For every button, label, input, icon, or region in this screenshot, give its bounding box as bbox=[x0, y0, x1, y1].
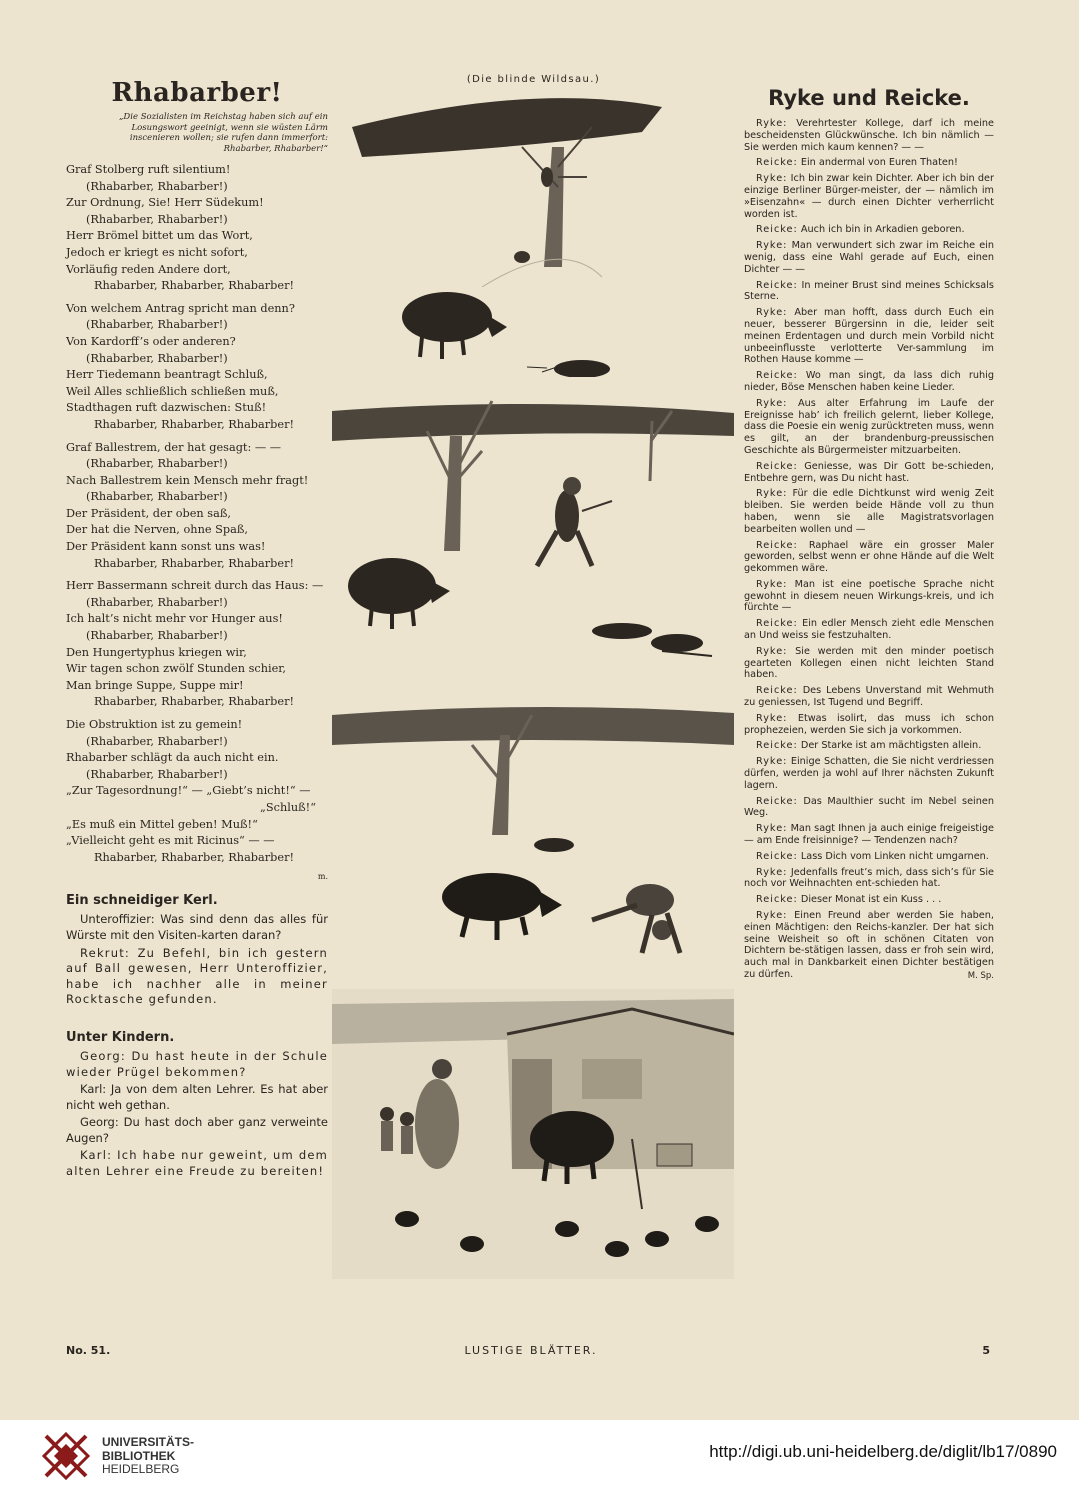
dialogue-text: Man verwundert sich zwar im Reiche ein wenig, dass eine Wahl gerade auf Euch, einen Dichter — — bbox=[744, 240, 994, 275]
speaker-name: Ryke: bbox=[756, 866, 788, 878]
dialogue-line bbox=[744, 307, 994, 366]
poem-line: Weil Alles schließlich schließen muß, bbox=[66, 384, 279, 398]
dialogue-text: Ein andermal von Euren Thaten! bbox=[800, 157, 958, 169]
cartoon-panel-3 bbox=[332, 685, 734, 985]
poem-line: Graf Stolberg ruft silentium! bbox=[66, 163, 231, 176]
story2-paragraph: Georg: Du hast doch aber ganz verweinte Augen? bbox=[66, 1115, 328, 1145]
poem-line: Ich halt’s nicht mehr vor Hunger aus! bbox=[66, 612, 283, 626]
speaker-name: Reicke: bbox=[756, 370, 798, 382]
speaker-name: Ryke: bbox=[756, 307, 788, 319]
poem-epigraph: „Die Sozialisten im Reichstag haben sich auf ein Losungswort geeinigt, wenn sie wüsten Lärm inscenieren wollen; sie rufen dann immerfort: Rhabarber, Rhabarber!“ bbox=[119, 112, 328, 154]
dialogue-text: Jedenfalls freut’s mich, dass sich’s für Sie noch vor Weihnachten ent-schieden hat. bbox=[744, 866, 994, 890]
poem-line: „Schluß!“ bbox=[260, 800, 316, 814]
poem-body bbox=[66, 162, 328, 866]
poem-line: Rhabarber, Rhabarber, Rhabarber! bbox=[94, 556, 295, 570]
poem-line: Herr Brömel bittet um das Wort, bbox=[66, 229, 253, 243]
poem-line: Vorläufig reden Andere dort, bbox=[66, 262, 231, 276]
university-seal-icon bbox=[40, 1430, 92, 1482]
speaker-name: Reicke: bbox=[756, 224, 798, 236]
poem-line: Man bringe Suppe, Suppe mir! bbox=[66, 678, 244, 692]
dialogue-text: Aus alter Erfahrung im Laufe der Ereignisse hab’ ich freilich gelernt, lieber Kollege, dass die Poesie ein wenig zurücktreten muss, wenn es gilt, an der brandenburg-preussischen Geschichte als Bürgermeister mitzuarbeiten. bbox=[744, 397, 994, 456]
dialogue-line bbox=[744, 867, 994, 891]
dialogue-signature: M. Sp. bbox=[967, 970, 994, 981]
poem-line: Nach Ballestrem kein Mensch mehr fragt! bbox=[66, 473, 309, 487]
poem-title: Rhabarber! bbox=[111, 78, 283, 108]
poem-line: Der hat die Nerven, ohne Spaß, bbox=[66, 523, 248, 537]
dialogue-line bbox=[744, 713, 994, 737]
story1-paragraph: Rekrut: Zu Befehl, bin ich gestern auf Ball gewesen, Herr Unteroffizier, habe ich nachher alle in meiner Rocktasche gefunden. bbox=[66, 945, 328, 1007]
dialogue-text: Das Maulthier sucht im Nebel seinen Weg. bbox=[744, 795, 994, 819]
dialogue-line bbox=[744, 224, 994, 236]
dialogue-line bbox=[744, 579, 994, 614]
dialogue-title: Ryke und Reicke. bbox=[768, 86, 970, 110]
library-bar bbox=[0, 1420, 1079, 1495]
speaker-name: Reicke: bbox=[756, 894, 798, 906]
dialogue-text: Sie werden mit den minder poetisch gearteten Kollegen einen nicht leichten Stand haben. bbox=[744, 645, 994, 681]
right-column bbox=[744, 60, 994, 981]
speaker-name: Ryke: bbox=[756, 488, 788, 500]
poem-line: Rhabarber, Rhabarber, Rhabarber! bbox=[94, 850, 295, 864]
poem-stanza bbox=[66, 717, 328, 866]
dialogue-text: Man sagt Ihnen ja auch einige freigeistige — am Ende freisinnige? — Tendenzen nach? bbox=[744, 823, 994, 847]
dialogue-text: Ich bin zwar kein Dichter. Aber ich bin der einzige Berliner Bürger-meister, der — nämlich im »Eisenzahn« — durch einen Dichter verherrlicht worden ist. bbox=[744, 173, 994, 220]
speaker-name: Reicke: bbox=[756, 460, 798, 472]
dialogue-line bbox=[744, 618, 994, 642]
poem-stanza bbox=[66, 578, 328, 711]
dialogue-text: Einige Schatten, die Sie nicht verdriessen dürfen, werden ja wohl auf Ihrer nächsten Zukunft lagern. bbox=[744, 756, 994, 791]
speaker-name: Ryke: bbox=[756, 823, 788, 835]
poem-stanza bbox=[66, 301, 328, 434]
speaker-name: Reicke: bbox=[756, 850, 798, 862]
speaker-name: Reicke: bbox=[756, 279, 798, 291]
poem-line: (Rhabarber, Rhabarber!) bbox=[86, 318, 228, 332]
dialogue-text: Geniesse, was Dir Gott be-schieden, Entbehre gern, was Du nicht hast. bbox=[744, 460, 994, 484]
poem-line: Rhabarber, Rhabarber, Rhabarber! bbox=[94, 695, 295, 709]
speaker-name: Ryke: bbox=[756, 645, 788, 657]
dialogue-line bbox=[744, 756, 994, 791]
speaker-name: Ryke: bbox=[756, 118, 788, 129]
speaker-name: Ryke: bbox=[756, 240, 788, 252]
institution-name bbox=[102, 1436, 194, 1477]
page-number: 5 bbox=[982, 1344, 990, 1357]
speaker-name: Reicke: bbox=[756, 618, 798, 630]
poem-line: Herr Tiedemann beantragt Schluß, bbox=[66, 368, 268, 382]
issue-number: No. 51. bbox=[66, 1344, 111, 1357]
dialogue-line bbox=[744, 370, 994, 394]
story1-paragraph: Unteroffizier: Was sind denn das alles für Würste mit den Visiten-karten daran? bbox=[66, 912, 328, 942]
poem-line: (Rhabarber, Rhabarber!) bbox=[86, 629, 228, 643]
poem-line: Zur Ordnung, Sie! Herr Südekum! bbox=[66, 196, 264, 210]
dialogue-line bbox=[744, 118, 994, 153]
dialogue-text: Raphael wäre ein grosser Maler geworden, selbst wenn er ohne Hände auf die Welt gekommen wäre. bbox=[744, 539, 994, 575]
dialogue-text: Der Starke ist am mächtigsten allein. bbox=[800, 740, 982, 752]
story2-title: Unter Kindern. bbox=[66, 1029, 175, 1045]
poem-line: Stadthagen ruft dazwischen: Stuß! bbox=[66, 401, 267, 415]
speaker-name: Reicke: bbox=[756, 539, 798, 551]
poem-line: (Rhabarber, Rhabarber!) bbox=[86, 734, 228, 748]
poem-line: „Zur Tagesordnung!“ — „Giebt’s nicht!“ — bbox=[66, 784, 311, 798]
speaker-name: Ryke: bbox=[756, 578, 788, 590]
dialogue-text: Für die edle Dichtkunst wird wenig Zeit bleiben. Sie werden beide Hände voll zu thun haben, wenn sie alle Magistratsvorlagen bearbeiten wollen und — bbox=[744, 488, 994, 535]
poem-stanza bbox=[66, 440, 328, 573]
poem-line: (Rhabarber, Rhabarber!) bbox=[86, 179, 228, 193]
page-footer bbox=[66, 1344, 996, 1364]
story2-paragraph: Karl: Ja von dem alten Lehrer. Es hat aber nicht weh gethan. bbox=[66, 1082, 328, 1112]
poem-line: (Rhabarber, Rhabarber!) bbox=[86, 490, 228, 504]
dialogue-line bbox=[744, 894, 994, 906]
cartoon-panel-1 bbox=[332, 87, 734, 377]
dialogue-body bbox=[744, 118, 994, 981]
speaker-name: Reicke: bbox=[756, 685, 798, 697]
poem-line: Rhabarber, Rhabarber, Rhabarber! bbox=[94, 279, 295, 293]
dialogue-line bbox=[744, 157, 994, 169]
middle-column bbox=[332, 60, 735, 1283]
speaker-name: Reicke: bbox=[756, 157, 798, 169]
poem-line: (Rhabarber, Rhabarber!) bbox=[86, 767, 228, 781]
dialogue-text: Lass Dich vom Linken nicht umgarnen. bbox=[800, 850, 989, 862]
dialogue-text: Man ist eine poetische Sprache nicht gewohnt in diesem neuen Wirkungs-kreis, und ich fürchte — bbox=[744, 578, 994, 614]
poem-signature: m. bbox=[317, 872, 328, 882]
institution-line: HEIDELBERG bbox=[102, 1462, 180, 1476]
poem-line: (Rhabarber, Rhabarber!) bbox=[86, 457, 228, 471]
dialogue-line bbox=[744, 685, 994, 709]
dialogue-text: In meiner Brust sind meines Schicksals Sterne. bbox=[744, 279, 994, 303]
institution-line: BIBLIOTHEK bbox=[102, 1448, 176, 1463]
poem-line: Der Präsident kann sonst uns was! bbox=[66, 540, 266, 554]
speaker-name: Ryke: bbox=[756, 397, 788, 409]
poem-line: Rhabarber, Rhabarber, Rhabarber! bbox=[94, 417, 295, 431]
dialogue-line bbox=[744, 796, 994, 820]
speaker-name: Ryke: bbox=[756, 712, 788, 724]
cartoon-panel-2 bbox=[332, 381, 734, 681]
speaker-name: Ryke: bbox=[756, 173, 788, 185]
dialogue-line bbox=[744, 280, 994, 304]
cartoon-caption: (Die blinde Wildsau.) bbox=[466, 74, 601, 85]
poem-line: Jedoch er kriegt es nicht sofort, bbox=[66, 245, 248, 259]
dialogue-text: Des Lebens Unverstand mit Wehmuth zu geniessen, Ist Tugend und Begriff. bbox=[744, 685, 994, 709]
poem-line: Graf Ballestrem, der hat gesagt: — — bbox=[66, 440, 282, 454]
poem-line: Herr Bassermann schreit durch das Haus: — bbox=[66, 579, 324, 593]
dialogue-text: Wo man singt, da lass dich ruhig nieder, Böse Menschen haben keine Lieder. bbox=[744, 370, 994, 393]
story1-title: Ein schneidiger Kerl. bbox=[66, 893, 218, 909]
dialogue-text: Einen Freund aber werden Sie haben, einen Mächtigen: den Reichs-kanzler. Der hat sich seine Weisheit so oft in schönen Citaten von Dichtern be-stätigen lassen, dass er froh sein wird, auch mal in Dankbarkeit einen Dichter bestätigen zu dürfen. bbox=[744, 910, 994, 980]
poem-line: (Rhabarber, Rhabarber!) bbox=[86, 351, 228, 365]
story2-paragraph: Georg: Du hast heute in der Schule wieder Prügel bekommen? bbox=[66, 1048, 328, 1079]
source-url[interactable]: http://digi.ub.uni-heidelberg.de/diglit/lb17/0890 bbox=[709, 1442, 1057, 1461]
poem-line: Von Kardorff’s oder anderen? bbox=[66, 334, 236, 348]
dialogue-line bbox=[744, 740, 994, 752]
poem-line: Von welchem Antrag spricht man denn? bbox=[66, 301, 295, 315]
speaker-name: Reicke: bbox=[756, 795, 798, 807]
poem-line: Die Obstruktion ist zu gemein! bbox=[66, 718, 243, 731]
dialogue-line bbox=[744, 851, 994, 863]
dialogue-text: Ein edler Mensch zieht edle Menschen an Und weiss sie festzuhalten. bbox=[744, 618, 994, 642]
dialogue-line bbox=[744, 461, 994, 485]
poem-stanza bbox=[66, 162, 328, 295]
dialogue-line bbox=[744, 646, 994, 681]
dialogue-line bbox=[744, 540, 994, 575]
poem-line: „Es muß ein Mittel geben! Muß!“ bbox=[66, 817, 258, 831]
story2-paragraph: Karl: Ich habe nur geweint, um dem alten Lehrer eine Freude zu bereiten! bbox=[66, 1148, 328, 1179]
dialogue-line bbox=[744, 823, 994, 847]
dialogue-line bbox=[744, 398, 994, 457]
magazine-name: LUSTIGE BLÄTTER. bbox=[464, 1344, 598, 1357]
poem-line: Der Präsident, der oben saß, bbox=[66, 506, 231, 520]
dialogue-text: Verehrtester Kollege, darf ich meine bescheidensten Glückwünsche. Ich bin nämlich — Sie werden mich kaum kennen? — — bbox=[744, 118, 994, 153]
poem-line: (Rhabarber, Rhabarber!) bbox=[86, 212, 228, 226]
cartoon-panel-4 bbox=[332, 989, 734, 1279]
dialogue-line bbox=[744, 488, 994, 535]
speaker-name: Ryke: bbox=[756, 756, 788, 768]
poem-line: Rhabarber schlägt da auch nicht ein. bbox=[66, 751, 279, 765]
speaker-name: Reicke: bbox=[756, 740, 798, 752]
poem-line: Den Hungertyphus kriegen wir, bbox=[66, 645, 247, 659]
poem-line: (Rhabarber, Rhabarber!) bbox=[86, 595, 228, 609]
dialogue-text: Auch ich bin in Arkadien geboren. bbox=[800, 224, 965, 236]
poem-line: „Vielleicht geht es mit Ricinus“ — — bbox=[66, 834, 275, 848]
dialogue-line bbox=[744, 173, 994, 220]
poem-line: Wir tagen schon zwölf Stunden schier, bbox=[66, 662, 287, 676]
left-column bbox=[66, 60, 328, 1182]
institution-line: UNIVERSITÄTS- bbox=[102, 1435, 195, 1449]
dialogue-line bbox=[744, 240, 994, 275]
dialogue-text: Etwas isolirt, das muss ich schon prophezeien, werden Sie sich ja vorkommen. bbox=[744, 712, 994, 736]
dialogue-text: Aber man hofft, dass durch Euch ein neuer, besserer Bürgersinn in die, leider seit meinen Erdentagen und durch mein Vorbild nicht unbeeinflusste verlotterte Ver-sammlung im Rothen Hause komme — bbox=[744, 307, 994, 366]
dialogue-text: Dieser Monat ist ein Kuss . . . bbox=[800, 894, 942, 906]
speaker-name: Ryke: bbox=[756, 910, 788, 922]
